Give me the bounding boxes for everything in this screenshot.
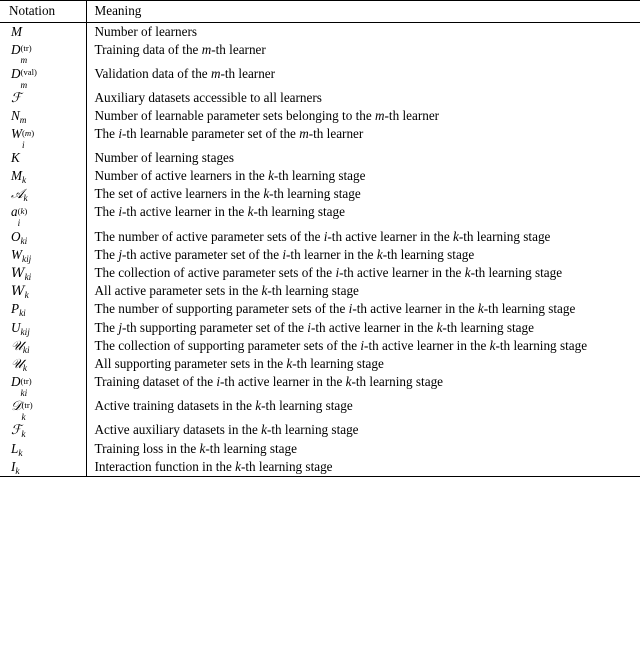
meaning-text: Number of learning stages bbox=[94, 150, 235, 166]
table-row bbox=[0, 150, 640, 168]
meaning-text: Auxiliary datasets accessible to all learners bbox=[94, 89, 322, 105]
table-row bbox=[0, 89, 640, 107]
column-header-meaning: Meaning bbox=[94, 3, 142, 18]
notation-symbol: $O_{ki}$ bbox=[0, 228, 86, 246]
meaning-text: Training data of the m-th learner bbox=[94, 41, 266, 57]
meaning-text: The i-th learnable parameter set of the m-th learner bbox=[94, 125, 364, 141]
meaning-text: The set of active learners in the k-th learning stage bbox=[94, 186, 361, 202]
notation-symbol: M bbox=[0, 23, 86, 41]
notation-symbol: W (m) i bbox=[0, 125, 86, 149]
meaning-text: The j-th active parameter set of the i-th learner in the k-th learning stage bbox=[94, 246, 475, 262]
notation-symbol: $N_m$ bbox=[0, 107, 86, 125]
notation-symbol: $M_k$ bbox=[0, 167, 86, 185]
notation-symbol: 𝒰$_{ki}$ bbox=[0, 337, 86, 355]
meaning-text: The i-th active learner in the k-th learning stage bbox=[94, 204, 345, 220]
meaning-text: Active auxiliary datasets in the k-th learning stage bbox=[94, 422, 359, 438]
table-row bbox=[0, 440, 640, 458]
table-row bbox=[0, 373, 640, 397]
table-row bbox=[0, 264, 640, 282]
notation-symbol: ℱ$_k$ bbox=[0, 422, 86, 440]
notation-symbol: 𝒟 (tr) k bbox=[0, 398, 86, 422]
meaning-text: Validation data of the m-th learner bbox=[94, 65, 276, 81]
notation-symbol: a (k) i bbox=[0, 204, 86, 228]
table-row bbox=[0, 23, 640, 41]
meaning-text: The collection of supporting parameter sets of the i-th active learner in the k-th learning stage bbox=[94, 337, 588, 353]
notation-symbol: 𝑊$_{ki}$ bbox=[0, 264, 86, 282]
meaning-text: The number of supporting parameter sets of the i-th active learner in the k-th learning stage bbox=[94, 301, 576, 317]
meaning-text: All supporting parameter sets in the k-th learning stage bbox=[94, 355, 384, 371]
table-row bbox=[0, 125, 640, 149]
notation-symbol: 𝑊$_k$ bbox=[0, 283, 86, 301]
notation-symbol: $P_{ki}$ bbox=[0, 301, 86, 319]
table-row bbox=[0, 186, 640, 204]
meaning-text: Training loss in the k-th learning stage bbox=[94, 440, 297, 456]
notation-symbol: $W_{kij}$ bbox=[0, 246, 86, 264]
notation-symbol: $L_k$ bbox=[0, 440, 86, 458]
table-row bbox=[0, 65, 640, 89]
table-row bbox=[0, 301, 640, 319]
table-row bbox=[0, 458, 640, 477]
meaning-text: Number of active learners in the k-th learning stage bbox=[94, 168, 366, 184]
table-row bbox=[0, 228, 640, 246]
table-row bbox=[0, 107, 640, 125]
meaning-text: The j-th supporting parameter set of the i-th active learner in the k-th learning stage bbox=[94, 319, 534, 335]
notation-symbol: D (tr) m bbox=[0, 41, 86, 65]
notation-symbol: $U_{kij}$ bbox=[0, 319, 86, 337]
table-row bbox=[0, 283, 640, 301]
column-header-notation: Notation bbox=[0, 1, 86, 23]
table-row bbox=[0, 398, 640, 422]
notation-symbol: D (tr) ki bbox=[0, 373, 86, 397]
meaning-text: Active training datasets in the k-th learning stage bbox=[94, 398, 353, 414]
notation-symbol: $I_k$ bbox=[0, 458, 86, 477]
table-row bbox=[0, 422, 640, 440]
table-row bbox=[0, 167, 640, 185]
table-row bbox=[0, 246, 640, 264]
table-row bbox=[0, 355, 640, 373]
notation-symbol: 𝒰$_k$ bbox=[0, 355, 86, 373]
notation-symbol: ℱ bbox=[0, 89, 86, 107]
meaning-text: All active parameter sets in the k-th learning stage bbox=[94, 283, 359, 299]
table-header-row bbox=[0, 1, 640, 23]
meaning-text: Training dataset of the i-th active learner in the k-th learning stage bbox=[94, 374, 444, 390]
table-row bbox=[0, 41, 640, 65]
meaning-text: Interaction function in the k-th learning stage bbox=[94, 458, 333, 474]
meaning-text: Number of learnable parameter sets belonging to the m-th learner bbox=[94, 107, 440, 123]
meaning-text: Number of learners bbox=[94, 23, 198, 39]
meaning-text: The number of active parameter sets of the i-th active learner in the k-th learning stage bbox=[94, 228, 551, 244]
meaning-text: The collection of active parameter sets of the i-th active learner in the k-th learning stage bbox=[94, 264, 563, 280]
table-row bbox=[0, 204, 640, 228]
notation-symbol: 𝒜$_k$ bbox=[0, 186, 86, 204]
table-row bbox=[0, 319, 640, 337]
notation-symbol: D (val) m bbox=[0, 65, 86, 89]
table-body bbox=[0, 23, 640, 477]
table-row bbox=[0, 337, 640, 355]
table-header bbox=[0, 1, 640, 23]
notation-symbol: K bbox=[0, 150, 86, 168]
